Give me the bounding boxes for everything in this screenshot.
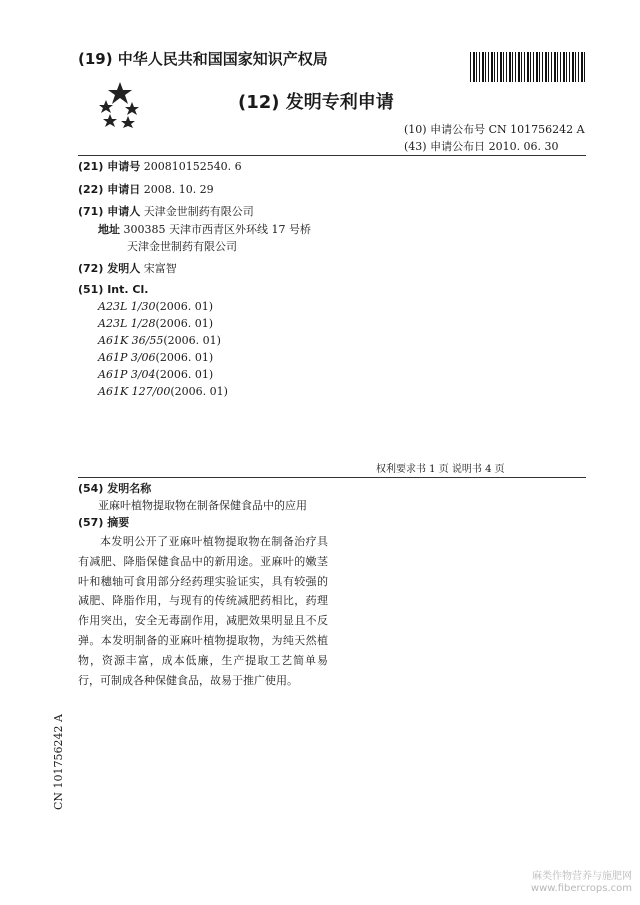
application-type: (12) 发明专利申请: [238, 92, 394, 113]
office-name: (19) 中华人民共和国国家知识产权局: [78, 50, 328, 68]
application-number: 200810152540. 6: [143, 160, 242, 173]
address-line2: 天津金世制药有限公司: [127, 240, 237, 253]
ipc-entry: [98, 300, 213, 313]
ipc-entry: [98, 317, 213, 330]
ipc-date: (2006. 01): [155, 300, 214, 313]
ipc-code: A61P 3/06: [98, 351, 156, 364]
ipc-date: (2006. 01): [163, 334, 221, 347]
publication-date: (43) 申请公布日 2010. 06. 30: [404, 140, 559, 153]
publication-number: (10) 申请公布号 CN 101756242 A: [404, 123, 585, 136]
ipc-code: A61K 36/55: [98, 334, 164, 347]
inventor: 宋富智: [143, 262, 177, 275]
side-number-text: CN 101756242 A: [52, 714, 65, 810]
ipc-date: (2006. 01): [155, 368, 214, 381]
title-label: (54) 发明名称: [78, 482, 152, 495]
address-line1: 300385 天津市西青区外环线 17 号桥: [123, 223, 311, 236]
applicant-label: (71) 申请人: [78, 205, 141, 218]
ipc-code: A23L 1/30: [98, 300, 156, 313]
application-number-row: [78, 158, 242, 174]
watermark-line1: 麻类作物营养与施肥网: [532, 871, 632, 882]
applicant: 天津金世制药有限公司: [143, 205, 254, 218]
ipc-entry: [98, 334, 221, 347]
ipc-code: A23L 1/28: [98, 317, 156, 330]
invention-title: 亚麻叶植物提取物在制备保健食品中的应用: [98, 499, 307, 512]
abstract-text: 本发明公开了亚麻叶植物提取物在制备治疗具有减肥、降脂保健食品中的新用途。亚麻叶的嫩茎叶和穗轴可食用部分经药理实验证实，具有较强的减肥、降脂作用，与现有的传统减肥药相比，药理作用突出，安全无毒副作用，减肥效果明显且不反弹。本发明制备的亚麻叶植物提取物，为纯天然植物，资源丰富，成本低廉，生产提取工艺简单易行，可制成各种保健食品，故易于推广使用。: [78, 535, 328, 687]
page-counts: 权利要求书 1 页 说明书 4 页: [376, 464, 505, 475]
ipc-date: (2006. 01): [155, 351, 214, 364]
address-label: 地址: [98, 223, 120, 236]
side-publication-number: [52, 715, 66, 810]
inventor-label: (72) 发明人: [78, 262, 141, 275]
watermark: [531, 871, 632, 895]
watermark-line2: www.fibercrops.com: [530, 883, 632, 894]
filing-date: 2008. 10. 29: [143, 183, 214, 196]
intcl-label: (51) Int. Cl.: [78, 283, 149, 296]
ipc-code: A61K 127/00: [98, 385, 171, 398]
ipc-code: A61P 3/04: [98, 368, 156, 381]
barcode: [470, 52, 585, 82]
abstract-divider: [78, 477, 586, 478]
intcl-row: [78, 283, 148, 296]
header-divider: [78, 155, 586, 156]
ipc-entry: [98, 351, 213, 364]
sipo-logo-icon: [98, 80, 142, 128]
ipc-entry: [98, 368, 213, 381]
ipc-date: (2006. 01): [155, 317, 214, 330]
application-number-label: (21) 申请号: [78, 160, 141, 173]
filing-date-row: [78, 181, 214, 197]
filing-date-label: (22) 申请日: [78, 183, 141, 196]
address-row: [98, 221, 311, 237]
abstract-label: (57) 摘要: [78, 516, 130, 529]
inventor-row: [78, 260, 177, 276]
ipc-entry: [98, 385, 228, 398]
applicant-row: [78, 203, 254, 219]
ipc-date: (2006. 01): [170, 385, 228, 398]
